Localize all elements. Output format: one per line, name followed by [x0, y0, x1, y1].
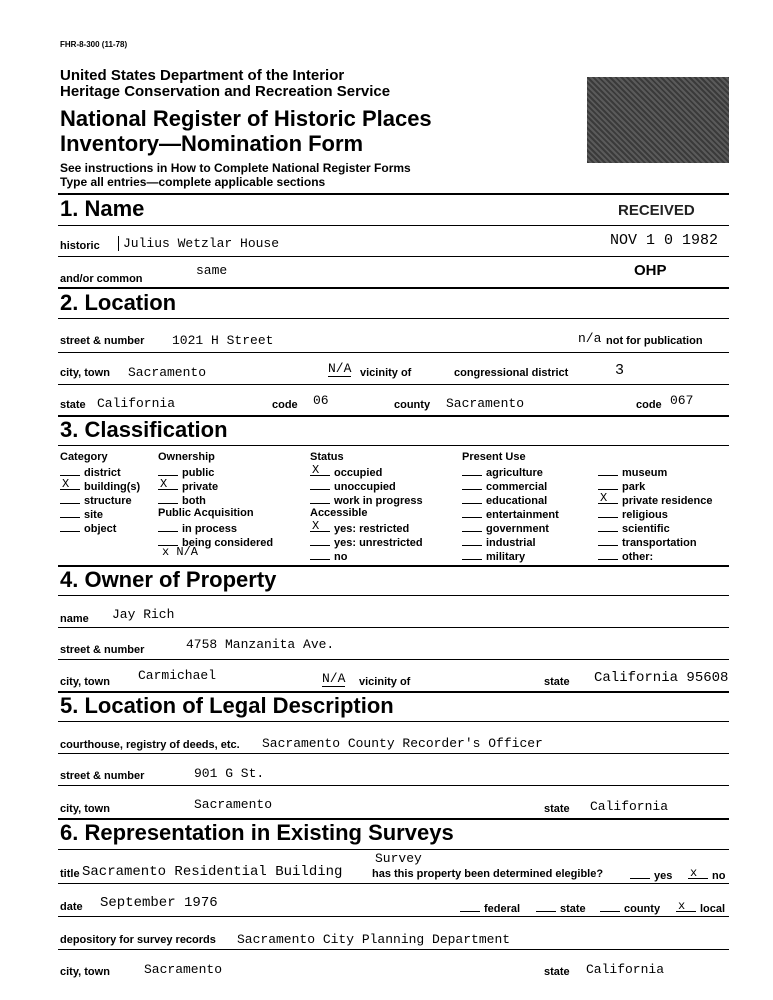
classification-option[interactable]: public [158, 465, 214, 480]
section-3-heading: 3. Classification [60, 417, 228, 442]
owner-name-label: name [60, 613, 89, 625]
form-title-line1: National Register of Historic Places [60, 106, 432, 131]
not-for-publication-label: not for publication [606, 335, 703, 347]
col4-heading: Present Use [462, 451, 526, 463]
col2-heading: Ownership [158, 451, 215, 463]
survey-local-option[interactable]: x local [678, 899, 726, 915]
classification-option[interactable]: museum [598, 465, 667, 480]
legal-state-field[interactable]: California [590, 799, 669, 814]
section-5-heading: 5. Location of Legal Description [60, 693, 394, 718]
instructions-line2: Type all entries—complete applicable sections [60, 175, 326, 189]
city-field[interactable]: Sacramento [128, 365, 207, 380]
eligible-yes-option[interactable]: yes [630, 868, 672, 882]
classification-option[interactable]: industrial [462, 535, 536, 550]
owner-state-label: state [544, 676, 570, 688]
vicinity-mark[interactable]: N/A [328, 361, 352, 376]
received-stamp: RECEIVED [618, 202, 695, 219]
classification-option[interactable]: no [310, 549, 347, 564]
classification-option[interactable]: site [60, 507, 103, 522]
legal-street-field[interactable]: 901 G St. [194, 766, 265, 781]
congressional-district-field[interactable]: 3 [615, 362, 625, 379]
classification-option[interactable]: structure [60, 493, 132, 508]
classification-option[interactable]: X building(s) [62, 477, 141, 493]
not-for-publication-mark[interactable]: n/a [578, 331, 602, 346]
classification-option[interactable]: work in progress [310, 493, 423, 508]
depository-field[interactable]: Sacramento City Planning Department [237, 932, 511, 947]
col3-heading: Status [310, 451, 344, 463]
courthouse-field[interactable]: Sacramento County Recorder's Officer [262, 736, 543, 751]
owner-state-field[interactable]: California 95608 [594, 670, 729, 686]
col1-heading: Category [60, 451, 108, 463]
section-4-heading: 4. Owner of Property [60, 567, 277, 592]
common-name-label: and/or common [60, 273, 143, 285]
county-code-label: code [636, 399, 662, 411]
historic-label: historic [60, 240, 100, 252]
classification-option[interactable]: X occupied [312, 463, 383, 479]
instructions-line1: See instructions in How to Complete National Register Forms [60, 161, 411, 175]
classification-option[interactable]: educational [462, 493, 547, 508]
survey-city-label: city, town [60, 966, 110, 978]
section-2-heading: 2. Location [60, 290, 177, 315]
depository-label: depository for survey records [60, 934, 216, 946]
survey-title-continuation: Survey [375, 851, 422, 866]
section-1-heading: 1. Name [60, 196, 145, 221]
col3-subheading: Accessible [310, 507, 368, 519]
form-title-line2: Inventory—Nomination Form [60, 131, 364, 156]
owner-street-field[interactable]: 4758 Manzanita Ave. [186, 637, 335, 652]
classification-option[interactable]: agriculture [462, 465, 543, 480]
classification-option[interactable]: entertainment [462, 507, 559, 522]
survey-federal-option[interactable]: federal [460, 901, 520, 915]
county-field[interactable]: Sacramento [446, 396, 525, 411]
owner-vicinity-mark[interactable]: N/A [322, 671, 346, 686]
section-6-heading: 6. Representation in Existing Surveys [60, 820, 454, 845]
eligible-question-label: has this property been determined elegible? [372, 868, 604, 880]
classification-option[interactable]: X private [160, 477, 219, 493]
classification-option[interactable]: commercial [462, 479, 547, 494]
classification-option[interactable]: scientific [598, 521, 670, 536]
classification-option[interactable]: military [462, 549, 525, 564]
historic-name-field[interactable]: Julius Wetzlar House [118, 236, 279, 251]
survey-state-label: state [544, 966, 570, 978]
survey-state-option[interactable]: state [536, 901, 586, 915]
received-date: NOV 1 0 1982 [610, 232, 719, 249]
code-label: code [272, 399, 298, 411]
state-code-field[interactable]: 06 [313, 393, 329, 408]
vicinity-label: vicinity of [360, 367, 412, 379]
state-label: state [60, 399, 86, 411]
owner-street-label: street & number [60, 644, 145, 656]
city-label: city, town [60, 367, 110, 379]
legal-state-label: state [544, 803, 570, 815]
survey-state-field[interactable]: California [586, 962, 665, 977]
common-name-field[interactable]: same [196, 263, 228, 278]
owner-name-field[interactable]: Jay Rich [112, 607, 175, 622]
classification-option[interactable]: yes: unrestricted [310, 535, 423, 550]
classification-option[interactable]: object [60, 521, 116, 536]
ohp-stamp: OHP [634, 262, 667, 279]
classification-option[interactable]: in process [158, 521, 237, 536]
classification-option[interactable]: X private residence [600, 491, 713, 507]
congressional-district-label: congressional district [454, 367, 569, 379]
classification-option[interactable]: being considered [158, 535, 273, 550]
county-label: county [394, 399, 431, 411]
classification-option[interactable]: X yes: restricted [312, 519, 410, 535]
survey-date-label: date [60, 901, 83, 913]
legal-street-label: street & number [60, 770, 145, 782]
legal-city-field[interactable]: Sacramento [194, 797, 273, 812]
legal-city-label: city, town [60, 803, 110, 815]
classification-option[interactable]: other: [598, 549, 653, 564]
form-id: FHR-8-300 (11-78) [60, 40, 128, 49]
state-field[interactable]: California [97, 396, 176, 411]
classification-option[interactable]: government [462, 521, 549, 536]
owner-vicinity-label: vicinity of [359, 676, 411, 688]
owner-city-label: city, town [60, 676, 110, 688]
survey-title-field[interactable]: Sacramento Residential Building [82, 864, 343, 880]
county-code-field[interactable]: 067 [670, 393, 694, 408]
owner-city-field[interactable]: Carmichael [138, 668, 217, 683]
street-field[interactable]: 1021 H Street [172, 333, 274, 348]
public-acquisition-na: x N/A [162, 545, 199, 559]
classification-option[interactable]: both [158, 493, 206, 508]
eligible-no-option[interactable]: x no [690, 866, 726, 882]
classification-option[interactable]: park [598, 479, 645, 494]
service-name: Heritage Conservation and Recreation Service [60, 83, 391, 100]
agency-use-block [587, 77, 729, 163]
survey-city-field[interactable]: Sacramento [144, 962, 223, 977]
survey-title-label: title [60, 868, 80, 880]
classification-option[interactable]: transportation [598, 535, 697, 550]
classification-option[interactable]: district [60, 465, 121, 480]
classification-option[interactable]: unoccupied [310, 479, 396, 494]
courthouse-label: courthouse, registry of deeds, etc. [60, 739, 240, 751]
department-name: United States Department of the Interior [60, 67, 345, 84]
street-label: street & number [60, 335, 145, 347]
survey-date-field[interactable]: September 1976 [100, 895, 218, 911]
classification-option[interactable]: religious [598, 507, 668, 522]
col2-subheading: Public Acquisition [158, 507, 254, 519]
survey-county-option[interactable]: county [600, 901, 660, 915]
